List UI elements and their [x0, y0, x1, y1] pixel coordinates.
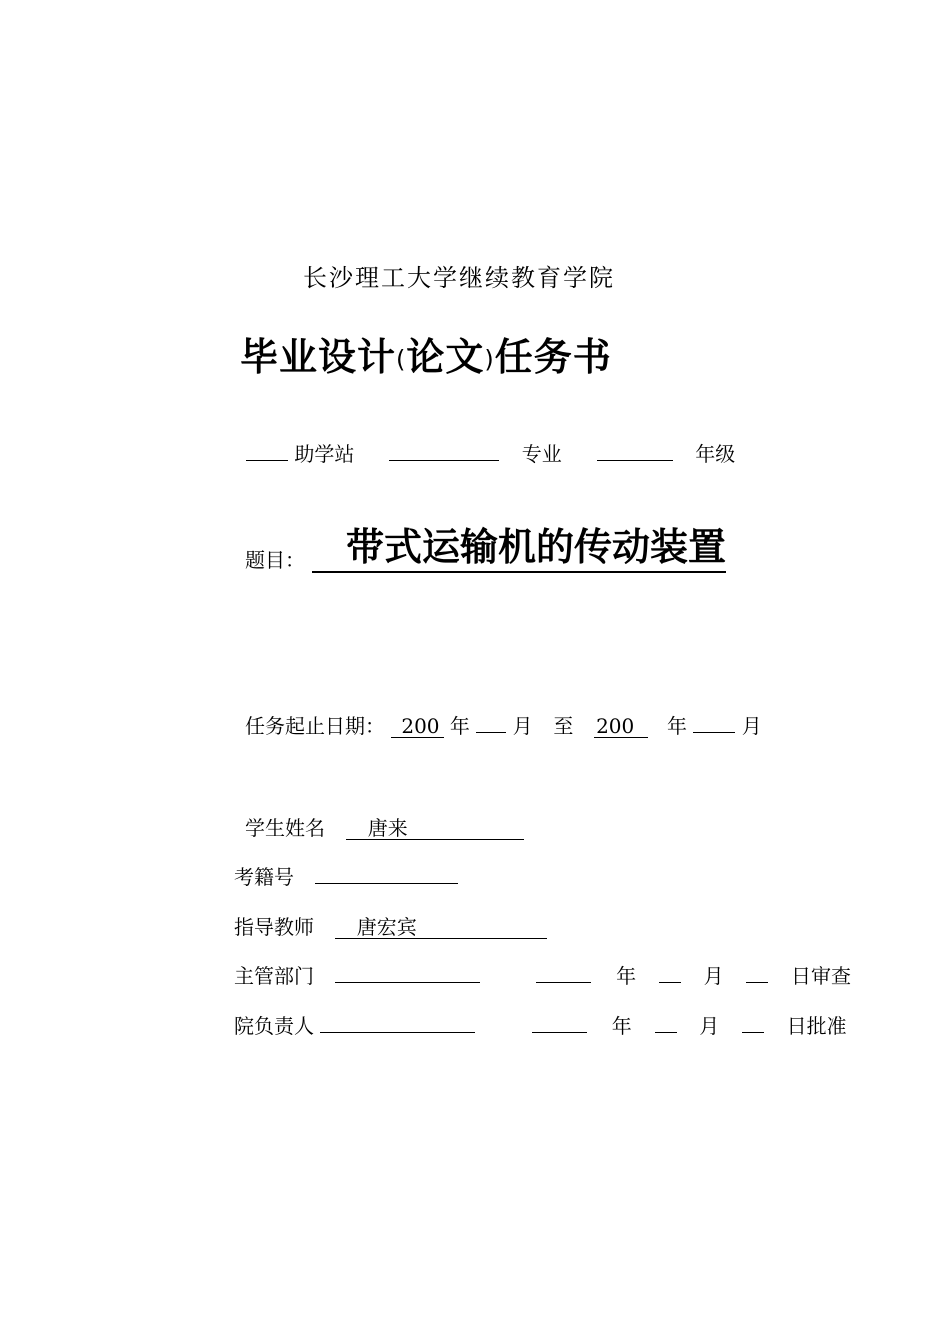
date-label: 任务起止日期： — [245, 714, 385, 738]
approve-day-blank[interactable] — [742, 1012, 764, 1033]
grade-label: 年级 — [695, 442, 736, 466]
review-month-blank[interactable] — [659, 962, 681, 983]
head-label: 院负责人 — [234, 1014, 314, 1038]
advisor-name[interactable]: 唐宏宾 — [335, 916, 547, 939]
head-row — [234, 1010, 847, 1039]
review-month-unit: 月 — [703, 964, 724, 988]
review-day-blank[interactable] — [746, 962, 768, 983]
student-name[interactable]: 唐来 — [346, 817, 524, 840]
college-name: 长沙理工大学继续教育学院 — [303, 264, 615, 292]
station-blank[interactable] — [246, 440, 288, 461]
review-day-unit: 日审查 — [791, 964, 852, 988]
document-title — [240, 326, 612, 381]
major-label: 专业 — [521, 442, 562, 466]
title-part-3: 任务书 — [494, 335, 612, 379]
review-year-blank[interactable] — [536, 962, 591, 983]
department-row — [234, 960, 851, 989]
grade-blank[interactable] — [597, 440, 673, 461]
advisor-label: 指导教师 — [234, 915, 314, 939]
exam-id-label: 考籍号 — [234, 865, 294, 889]
end-month-blank[interactable] — [693, 712, 735, 733]
approve-year-unit: 年 — [611, 1014, 632, 1038]
title-paren-close: ) — [484, 345, 495, 374]
end-year[interactable]: 200 — [594, 715, 648, 738]
department-blank[interactable] — [335, 962, 480, 983]
department-label: 主管部门 — [234, 964, 314, 988]
topic-label: 题目： — [245, 548, 305, 572]
approve-month-blank[interactable] — [655, 1012, 677, 1033]
station-label: 助学站 — [294, 442, 355, 466]
start-year[interactable]: 200 — [391, 715, 443, 738]
to-label: 至 — [553, 714, 574, 738]
station-row — [246, 438, 735, 467]
exam-id-row — [234, 861, 458, 890]
title-part-2: 论文 — [406, 335, 485, 379]
start-month-blank[interactable] — [476, 712, 506, 733]
approve-year-blank[interactable] — [532, 1012, 587, 1033]
head-blank[interactable] — [320, 1012, 475, 1033]
student-name-label: 学生姓名 — [245, 816, 325, 840]
title-paren-open: ( — [396, 345, 407, 374]
advisor-row — [234, 911, 547, 940]
major-blank[interactable] — [389, 440, 499, 461]
title-part-1: 毕业设计 — [240, 335, 397, 379]
student-row — [245, 812, 524, 841]
year-unit-2: 年 — [666, 714, 687, 738]
month-unit-1: 月 — [512, 714, 533, 738]
approve-day-unit: 日批准 — [786, 1014, 847, 1038]
review-year-unit: 年 — [616, 964, 637, 988]
topic-value[interactable]: 带式运输机的传动装置 — [312, 523, 726, 573]
year-unit-1: 年 — [449, 714, 470, 738]
date-row — [245, 710, 762, 739]
exam-id-blank[interactable] — [315, 863, 458, 884]
month-unit-2: 月 — [741, 714, 762, 738]
approve-month-unit: 月 — [699, 1014, 720, 1038]
